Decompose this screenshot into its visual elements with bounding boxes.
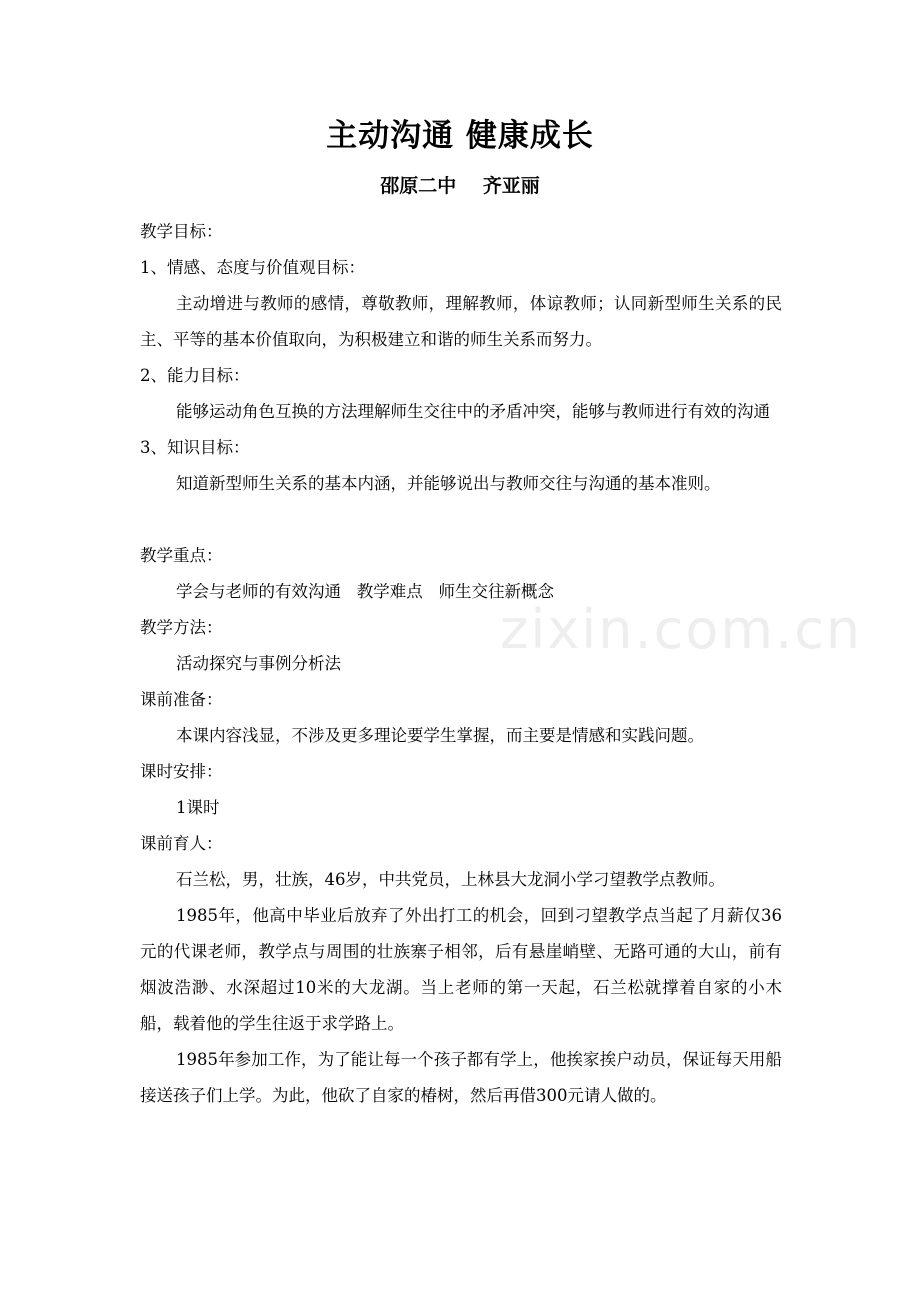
- paragraph-profile: 石兰松，男，壮族，46岁，中共党员，上林县大龙洞小学刁望教学点教师。: [176, 870, 725, 889]
- paragraph-knowledge-goal: 知道新型师生关系的基本内涵，并能够说出与教师交往与沟通的基本准则。: [176, 474, 721, 493]
- paragraph-ability-goal: 能够运动角色互换的方法理解师生交往中的矛盾冲突，能够与教师进行有效的沟通: [176, 402, 770, 421]
- heading-emotion-goal: 1、情感、态度与价值观目标：: [140, 258, 365, 277]
- watermark-text: zixin.com.cn: [500, 598, 863, 661]
- document-body: [140, 214, 782, 1114]
- paragraph-class-hours: 1课时: [176, 798, 220, 817]
- paragraph-preparation: 本课内容浅显，不涉及更多理论要学生掌握，而主要是情感和实践问题。: [176, 726, 704, 745]
- heading-knowledge-goal: 3、知识目标：: [140, 438, 250, 457]
- heading-class-hours: 课时安排：: [140, 762, 223, 781]
- heading-teaching-method: 教学方法：: [140, 618, 223, 637]
- heading-ability-goal: 2、能力目标：: [140, 366, 250, 385]
- paragraph-teaching-focus: 学会与老师的有效沟通 教学难点 师生交往新概念: [176, 582, 554, 601]
- heading-teaching-goals: 教学目标：: [140, 222, 223, 241]
- paragraph-story-1: 1985年，他高中毕业后放弃了外出打工的机会，回到刁望教学点当起了月薪仅36元的代课老师，教学点与周围的壮族寨子相邻，后有悬崖峭壁、无路可通的大山，前有烟波浩渺、水深超过10米的大龙湖。当上老师的第一天起，石兰松就撑着自家的小木船，载着他的学生往返于求学路上。: [140, 906, 782, 1033]
- document-title: 主动沟通 健康成长: [326, 118, 594, 154]
- paragraph-teaching-method: 活动探究与事例分析法: [176, 654, 341, 673]
- paragraph-emotion-goal: 主动增进与教师的感情，尊敬教师，理解教师，体谅教师；认同新型师生关系的民主、平等的基本价值取向，为积极建立和谐的师生关系而努力。: [140, 294, 782, 349]
- paragraph-story-2: 1985年参加工作，为了能让每一个孩子都有学上，他挨家挨户动员，保证每天用船接送孩子们上学。为此，他砍了自家的椿树，然后再借300元请人做的。: [140, 1050, 782, 1105]
- heading-pre-class-education: 课前育人：: [140, 834, 223, 853]
- author-line: 邵原二中 齐亚丽: [380, 175, 540, 197]
- heading-teaching-focus: 教学重点：: [140, 546, 223, 565]
- heading-preparation: 课前准备：: [140, 690, 223, 709]
